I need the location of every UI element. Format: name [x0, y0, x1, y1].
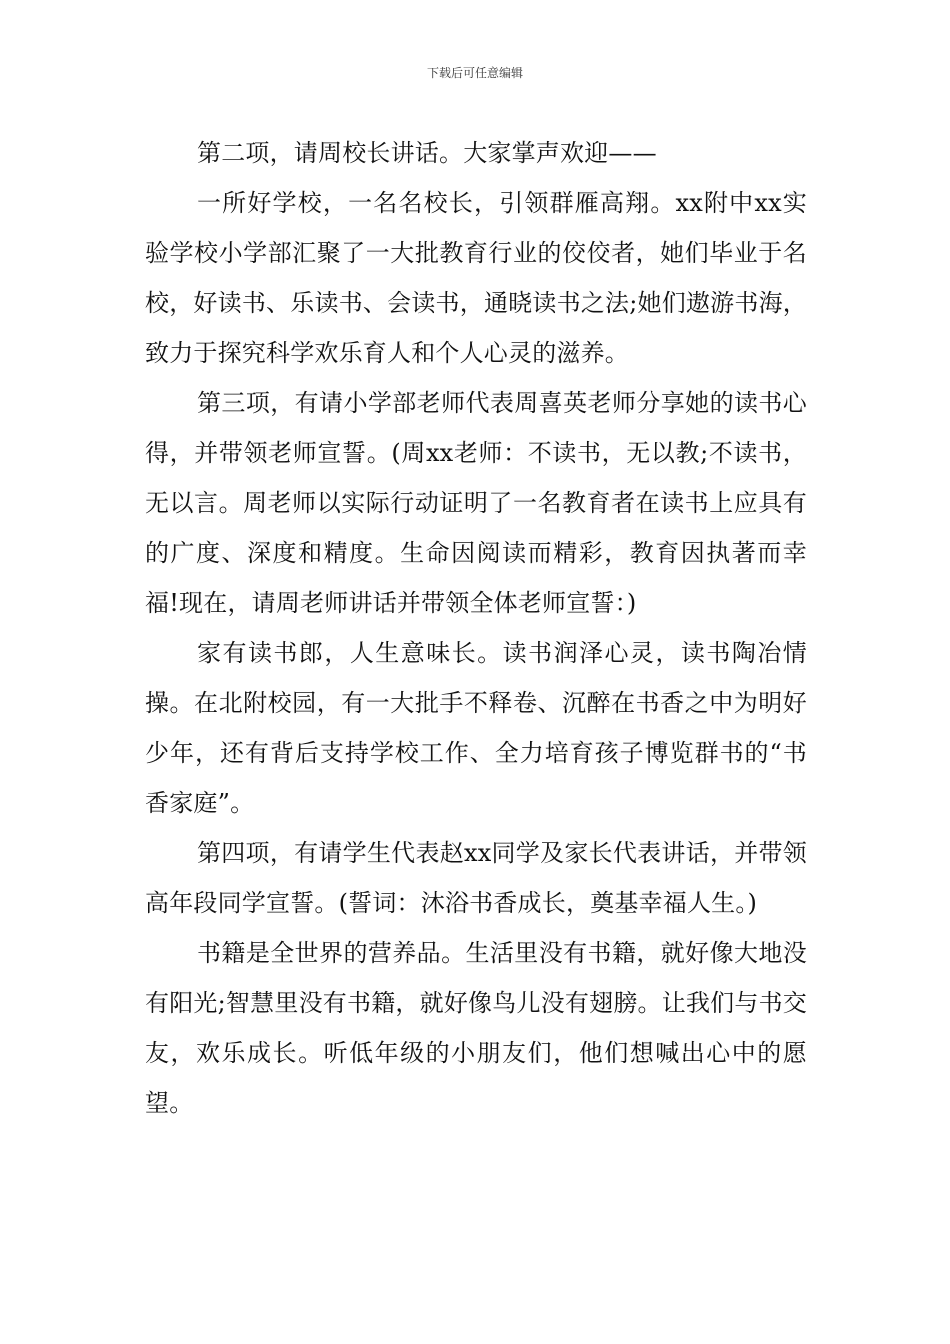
paragraph-books-nutrition: 书籍是全世界的营养品。生活里没有书籍，就好像大地没有阳光;智慧里没有书籍，就好像鸟儿没有翅膀。让我们与书交友，欢乐成长。听低年级的小朋友们，他们想喊出心中的愿望。 [145, 939, 807, 1117]
document-body [145, 128, 807, 1128]
paragraph-item-4: 第四项，有请学生代表赵xx同学及家长代表讲话，并带领高年段同学宣誓。(誓词：沐浴书香成长，奠基幸福人生。) [145, 839, 807, 917]
page-header: 下载后可任意编辑 [426, 66, 523, 80]
paragraph-reading-family: 家有读书郎，人生意味长。读书润泽心灵，读书陶冶情操。在北附校园，有一大批手不释卷、沉醉在书香之中为明好少年，还有背后支持学校工作、全力培育孩子博览群书的“书香家庭”。 [145, 639, 807, 817]
paragraph-item-2: 第二项，请周校长讲话。大家掌声欢迎—— [197, 139, 657, 167]
paragraph-item-3: 第三项，有请小学部老师代表周喜英老师分享她的读书心得，并带领老师宣誓。(周xx老师：不读书，无以教;不读书，无以言。周老师以实际行动证明了一名教育者在读书上应具有的广度、深度和精度。生命因阅读而精彩，教育因执著而幸福!现在，请周老师讲话并带领全体老师宣誓：) [145, 389, 807, 617]
paragraph-school-intro: 一所好学校，一名名校长，引领群雁高翔。xx附中xx实验学校小学部汇聚了一大批教育行业的佼佼者，她们毕业于名校，好读书、乐读书、会读书，通晓读书之法;她们遨游书海，致力于探究科学欢乐育人和个人心灵的滋养。 [145, 189, 807, 367]
